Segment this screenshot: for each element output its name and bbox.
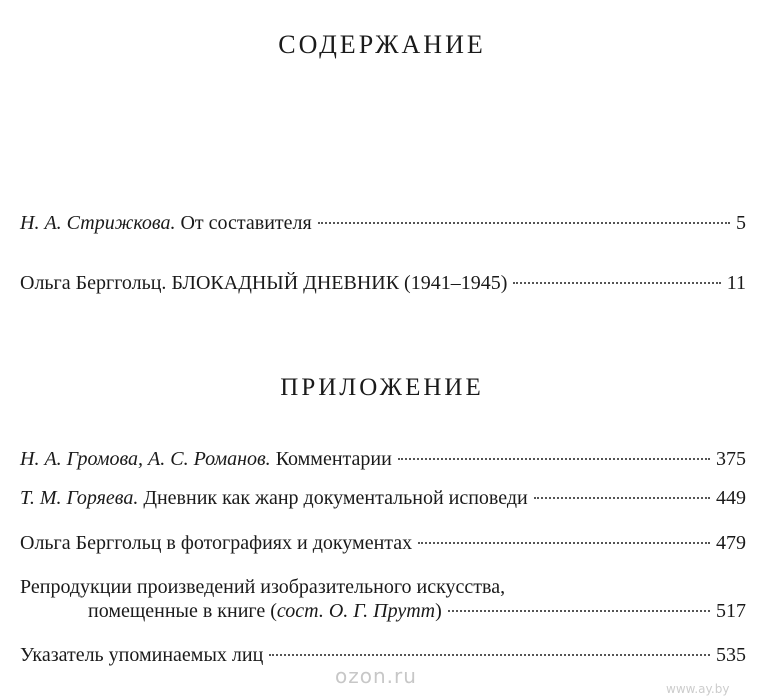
toc-entry-page: 449 bbox=[716, 487, 746, 509]
ozon-watermark: ozon.ru bbox=[335, 664, 417, 688]
toc-entry-page: 375 bbox=[716, 448, 746, 470]
dot-leader bbox=[318, 222, 730, 224]
toc-entry-title: От составителя bbox=[175, 212, 312, 234]
toc-entry-title-close: ) bbox=[435, 600, 442, 622]
dot-leader bbox=[418, 542, 710, 544]
dot-leader bbox=[513, 282, 720, 284]
toc-entry-compiler: сост. О. Г. Прутт bbox=[276, 600, 436, 622]
toc-entry-title: Указатель упоминаемых лиц bbox=[20, 644, 264, 666]
toc-entry-title: Репродукции произведений изобразительного искусства, bbox=[20, 576, 506, 598]
dot-leader bbox=[534, 497, 710, 499]
toc-entry-author: Ольга Берггольц. bbox=[20, 272, 167, 294]
toc-entry-author: Н. А. Стрижкова. bbox=[20, 212, 176, 234]
toc-entry bbox=[88, 600, 746, 623]
toc-entry-title: Дневник как жанр документальной исповеди bbox=[138, 487, 528, 509]
appendix-heading: ПРИЛОЖЕНИЕ bbox=[280, 374, 484, 401]
site-watermark: www.ay.by bbox=[666, 682, 730, 696]
toc-entry-page: 479 bbox=[716, 532, 746, 554]
toc-entry-title: БЛОКАДНЫЙ ДНЕВНИК (1941–1945) bbox=[166, 272, 508, 294]
toc-entry bbox=[20, 212, 746, 235]
toc-entry-title: Ольга Берггольц в фотографиях и документах bbox=[20, 532, 413, 554]
toc-entry bbox=[20, 272, 746, 295]
toc-entry-title: Комментарии bbox=[270, 448, 392, 470]
toc-entry-page: 517 bbox=[716, 600, 746, 622]
toc-entry bbox=[20, 448, 746, 471]
toc-entry-page: 535 bbox=[716, 644, 746, 666]
toc-entry-text bbox=[20, 212, 312, 235]
toc-entry bbox=[20, 487, 746, 510]
toc-entry-page: 11 bbox=[726, 272, 746, 294]
toc-entry-author: Н. А. Громова, А. С. Романов. bbox=[20, 448, 271, 470]
page-title: СОДЕРЖАНИЕ bbox=[278, 30, 486, 59]
toc-entry-text bbox=[20, 487, 528, 510]
toc-entry-text bbox=[20, 448, 392, 471]
toc-entry-text bbox=[20, 272, 507, 295]
dot-leader bbox=[448, 610, 710, 612]
toc-entry-author: Т. М. Горяева. bbox=[20, 487, 139, 509]
dot-leader bbox=[269, 654, 710, 656]
dot-leader bbox=[398, 458, 710, 460]
toc-entry bbox=[20, 532, 746, 555]
toc-entry-text bbox=[88, 600, 442, 623]
toc-entry-page: 5 bbox=[736, 212, 746, 234]
toc-entry-title-cont: помещенные в книге ( bbox=[88, 600, 277, 622]
